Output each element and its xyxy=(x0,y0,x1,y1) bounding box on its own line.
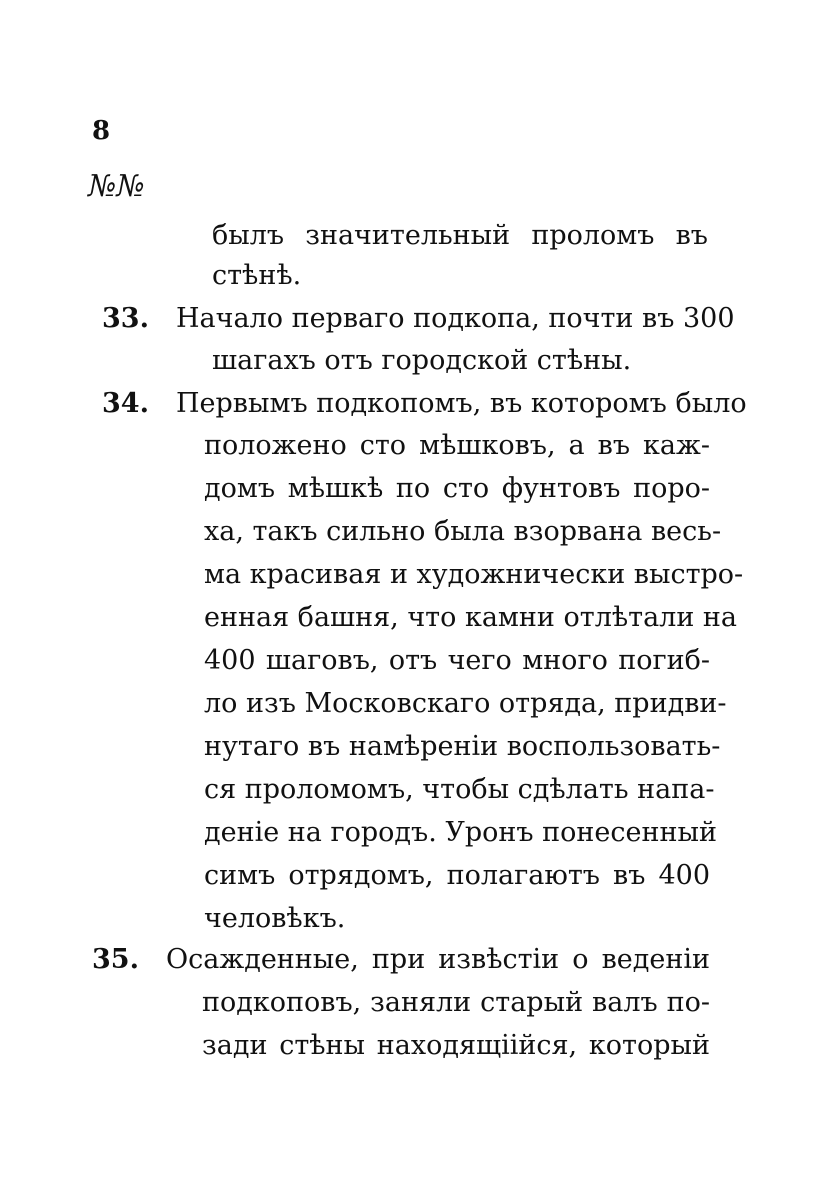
entry-35-line-2: подкоповъ, заняли старый валъ по- xyxy=(202,987,710,1018)
entry-34-line-9: нутаго въ намѣреніи воспользовать- xyxy=(204,731,721,762)
entry-34-line-7: 400 шаговъ, отъ чего много погиб- xyxy=(204,645,710,676)
entry-34-line-1: Первымъ подкопомъ, въ которомъ было xyxy=(176,388,747,419)
entry-34-line-3: домъ мѣшкѣ по сто фунтовъ поро- xyxy=(204,473,710,504)
entry-34-line-8: ло изъ Московскаго отряда, придви- xyxy=(204,688,727,719)
page-number: 8 xyxy=(92,116,111,146)
continuation-line-2: стѣнѣ. xyxy=(212,260,302,291)
entry-33-line-2: шагахъ отъ городской стѣны. xyxy=(212,345,632,376)
entry-34-line-5: ма красивая и художнически выстро- xyxy=(204,559,744,590)
entry-35-line-1: Осажденные, при извѣстіи о веденіи xyxy=(166,944,710,975)
entry-number-34: 34. xyxy=(102,388,149,419)
entry-number-35: 35. xyxy=(92,944,139,975)
entry-34-line-13: человѣкъ. xyxy=(204,903,346,934)
entry-number-33: 33. xyxy=(102,303,149,334)
column-header-numero: №№ xyxy=(88,169,145,204)
entry-34-line-11: деніе на городъ. Уронъ понесенный xyxy=(204,817,717,848)
entry-33-line-1: Начало перваго подкопа, почти въ 300 xyxy=(176,303,735,334)
continuation-line-1: былъ значительный проломъ въ xyxy=(212,220,708,251)
entry-34-line-2: положено сто мѣшковъ, а въ каж- xyxy=(204,430,710,461)
entry-35-line-3: зади стѣны находящіійся, который xyxy=(202,1030,710,1061)
entry-34-line-6: енная башня, что камни отлѣтали на xyxy=(204,602,737,633)
entry-34-line-4: ха, такъ сильно была взорвана весь- xyxy=(204,516,722,547)
entry-34-line-10: ся проломомъ, чтобы сдѣлать напа- xyxy=(204,774,715,805)
entry-34-line-12: симъ отрядомъ, полагаютъ въ 400 xyxy=(204,860,710,891)
